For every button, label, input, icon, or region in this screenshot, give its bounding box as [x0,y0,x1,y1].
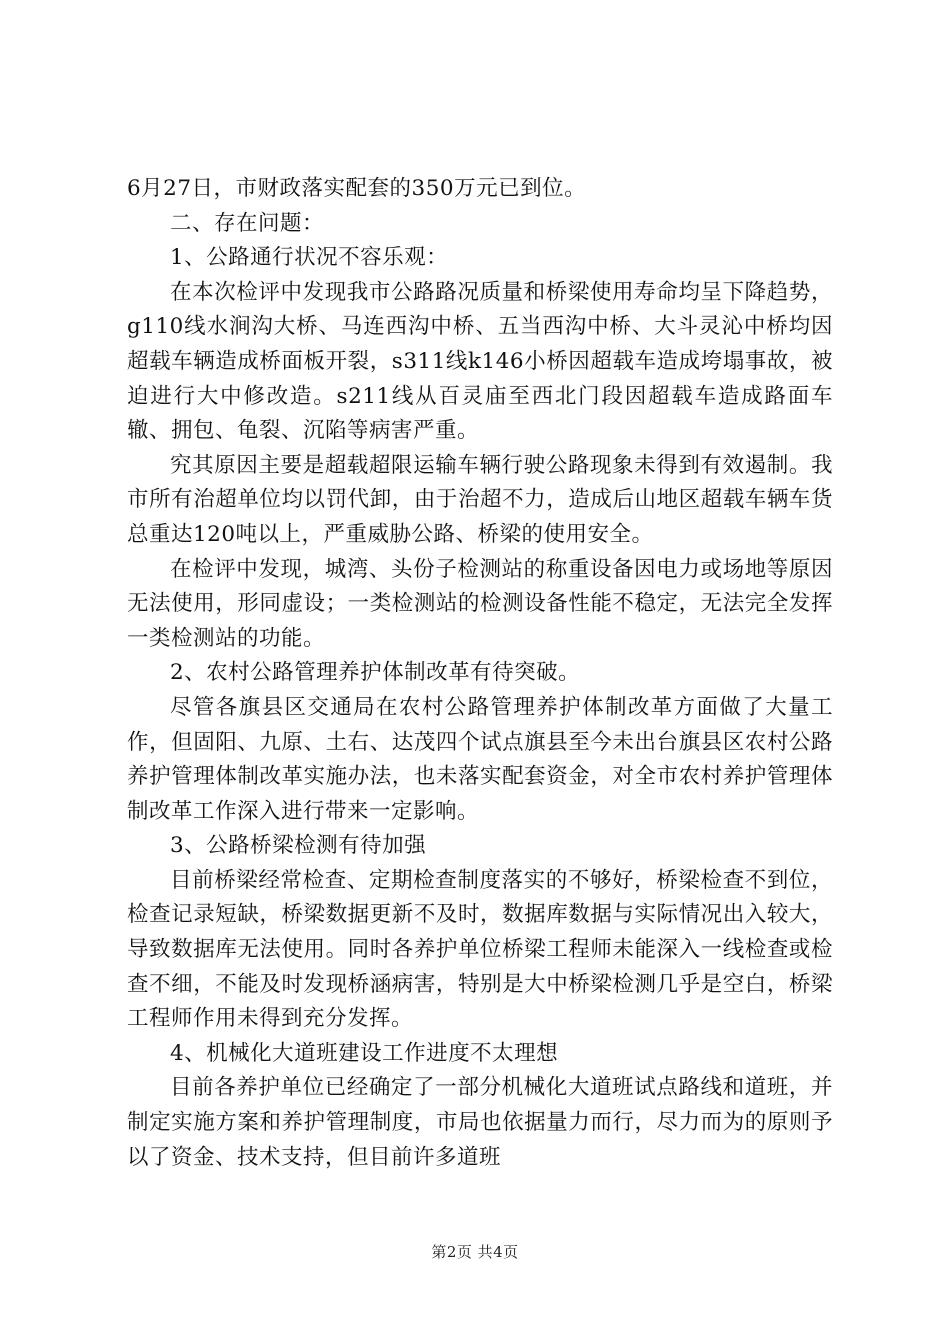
paragraph-6: 在检评中发现，城湾、头份子检测站的称重设备因电力或场地等原因无法使用，形同虚设；一类检测站的检测设备性能不稳定，无法完全发挥一类检测站的功能。 [127,556,833,651]
section-heading-problems: 二、存在问题： [170,210,325,236]
subheading-1: 1、公路通行状况不容乐观： [170,245,449,271]
subheading-3: 3、公路桥梁检测有待加强 [170,833,427,859]
subheading-2: 2、农村公路管理养护体制改革有待突破。 [170,660,581,686]
paragraph-5: 究其原因主要是超载超限运输车辆行驶公路现象未得到有效遏制。我市所有治超单位均以罚代卸，由于治超不力，造成后山地区超载车辆车货总重达120吨以上，严重威胁公路、桥梁的使用安全。 [127,452,833,547]
page-footer: 第2页 共4页 [431,1243,519,1261]
paragraph-12: 目前各养护单位已经确定了一部分机械化大道班试点路线和道班，并制定实施方案和养护管理制度，市局也依据量力而行，尽力而为的原则予以了资金、技术支持，但目前许多道班 [127,1075,833,1170]
paragraph-4: 在本次检评中发现我市公路路况质量和桥梁使用寿命均呈下降趋势，g110线水涧沟大桥、马连西沟中桥、五当西沟中桥、大斗灵沁中桥均因超载车辆造成桥面板开裂，s311线k146小桥因超载车造成垮塌事故，被迫进行大中修改造。s211线从百灵庙至西北门段因超载车造成路面车辙、拥包、龟裂、沉陷等病害严重。 [127,279,833,444]
paragraph-8: 尽管各旗县区交通局在农村公路管理养护体制改革方面做了大量工作，但固阳、九原、土右、达茂四个试点旗县至今未出台旗县区农村公路养护管理体制改革实施办法，也未落实配套资金，对全市农村养护管理体制改革工作深入进行带来一定影响。 [127,694,833,824]
paragraph-1: 6月27日，市财政落实配套的350万元已到位。 [127,176,587,201]
document-body [127,172,833,1175]
subheading-4: 4、机械化大道班建设工作进度不太理想 [170,1040,559,1066]
paragraph-10: 目前桥梁经常检查、定期检查制度落实的不够好，桥梁检查不到位，检查记录短缺，桥梁数据更新不及时，数据库数据与实际情况出入较大，导致数据库无法使用。同时各养护单位桥梁工程师未能深入一线检查或检查不细，不能及时发现桥涵病害，特别是大中桥梁检测几乎是空白，桥梁工程师作用未得到充分发挥。 [127,867,833,1032]
